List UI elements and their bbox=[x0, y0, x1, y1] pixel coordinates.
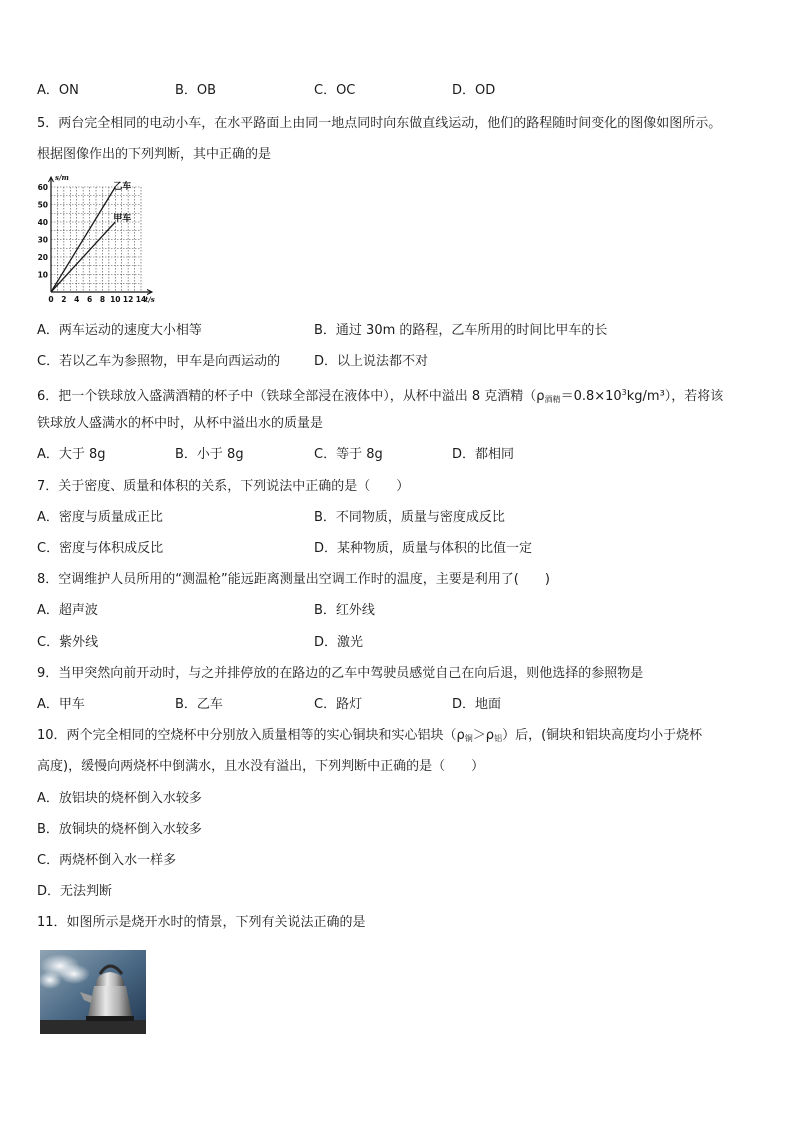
q9-stem: 9．当甲突然向前开动时，与之并排停放的在路边的乙车中驾驶员感觉自己在向后退，则他选择的参照物是 bbox=[37, 666, 644, 681]
q4-option-c: C．OC bbox=[314, 83, 356, 98]
q7-option-d: D．某种物质，质量与体积的比值一定 bbox=[314, 541, 533, 556]
y-tick-label: 20 bbox=[37, 253, 48, 262]
x-tick-label: 10 bbox=[110, 295, 121, 304]
q5-option-a: A．两车运动的速度大小相等 bbox=[37, 323, 202, 338]
q8-option-c: C．紫外线 bbox=[37, 635, 99, 650]
q10-option-c: C．两烧杯倒入水一样多 bbox=[37, 853, 177, 868]
y-tick-label: 10 bbox=[37, 270, 48, 280]
chart-grid bbox=[51, 187, 141, 292]
q6-stem-line1: 6．把一个铁球放入盛满酒精的杯子中（铁球全部浸在液体中），从杯中溢出 8 克酒精$(\rho_{酒精}=0.8\times 10^3kg/m^3)$，若将该 bbox=[37, 388, 724, 404]
y-tick-label: 60 bbox=[37, 183, 48, 192]
q10-stem-line1: 10．两个完全相同的空烧杯中分别放入质量相等的实心铜块和实心铝块$(\rho_铜>\rho_铝)$后，(铜块和铝块高度均小于烧杯 bbox=[37, 728, 703, 743]
x-tick-label: 14 bbox=[135, 295, 147, 304]
q10-stem-line2: 高度)，缓慢向两烧杯中倒满水，且水没有溢出，下列判断中正确的是（ ） bbox=[37, 759, 485, 774]
boiling-kettle-photo bbox=[40, 950, 146, 1034]
q10-option-d: D．无法判断 bbox=[37, 884, 113, 899]
q8-option-d: D．激光 bbox=[314, 635, 364, 650]
x-tick-label: 6 bbox=[86, 295, 93, 304]
q8-stem: 8．空调维护人员所用的“测温枪”能远距离测量出空调工作时的温度，主要是利用了( ) bbox=[37, 572, 550, 587]
q4-option-d: D．OD bbox=[452, 83, 496, 98]
x-tick-label: 8 bbox=[99, 295, 106, 304]
q10-option-a: A．放铝块的烧杯倒入水较多 bbox=[37, 791, 202, 806]
q9-option-c: C．路灯 bbox=[314, 697, 363, 712]
q4-option-a: A．ON bbox=[37, 83, 79, 98]
q6-option-c: C．等于 8g bbox=[314, 447, 383, 462]
q11-stem: 11．如图所示是烧开水时的情景，下列有关说法正确的是 bbox=[37, 915, 366, 930]
q6-option-d: D．都相同 bbox=[452, 447, 515, 462]
x-tick-label: 4 bbox=[74, 295, 80, 304]
q7-option-b: B．不同物质，质量与密度成反比 bbox=[314, 510, 505, 525]
distance-time-chart bbox=[36, 172, 158, 306]
q9-option-a: A．甲车 bbox=[37, 697, 85, 712]
q8-option-b: B．红外线 bbox=[314, 603, 375, 618]
q4-option-b: B．OB bbox=[175, 83, 217, 98]
y-axis-label: s/m bbox=[55, 173, 69, 182]
q10-option-b: B．放铜块的烧杯倒入水较多 bbox=[37, 822, 202, 837]
y-tick-label: 50 bbox=[37, 200, 48, 210]
q9-option-d: D．地面 bbox=[452, 697, 502, 712]
q5-option-c: C．若以乙车为参照物，甲车是向西运动的 bbox=[37, 354, 281, 369]
q5-stem-line1: 5．两台完全相同的电动小车，在水平路面上由同一地点同时向东做直线运动，他们的路程随时间变化的图像如图所示。 bbox=[37, 116, 722, 131]
y-tick-label: 40 bbox=[37, 218, 48, 227]
q6-option-b: B．小于 8g bbox=[175, 447, 244, 462]
q6-stem-line2: 铁球放人盛满水的杯中时，从杯中溢出水的质量是 bbox=[37, 416, 324, 431]
x-tick-label: 2 bbox=[61, 295, 67, 304]
series-label: 甲车 bbox=[113, 214, 132, 224]
q6-option-a: A．大于 8g bbox=[37, 447, 106, 462]
q9-option-b: B．乙车 bbox=[175, 697, 223, 712]
x-axis-label: t/s bbox=[145, 295, 155, 304]
y-tick-label: 30 bbox=[37, 235, 48, 245]
x-tick-label: 12 bbox=[122, 295, 134, 304]
q5-stem-line2: 根据图像作出的下列判断，其中正确的是 bbox=[37, 147, 272, 162]
q5-option-d: D．以上说法都不对 bbox=[314, 354, 429, 369]
q7-option-c: C．密度与体积成反比 bbox=[37, 541, 164, 556]
q7-option-a: A．密度与质量成正比 bbox=[37, 510, 163, 525]
series-label: 乙车 bbox=[113, 182, 132, 192]
q8-option-a: A．超声波 bbox=[37, 603, 98, 618]
q7-stem: 7．关于密度、质量和体积的关系，下列说法中正确的是（ ） bbox=[37, 479, 410, 494]
x-tick-label: 0 bbox=[48, 295, 54, 304]
q5-option-b: B．通过 30m 的路程，乙车所用的时间比甲车的长 bbox=[314, 323, 608, 338]
kettle-body bbox=[88, 986, 132, 1016]
